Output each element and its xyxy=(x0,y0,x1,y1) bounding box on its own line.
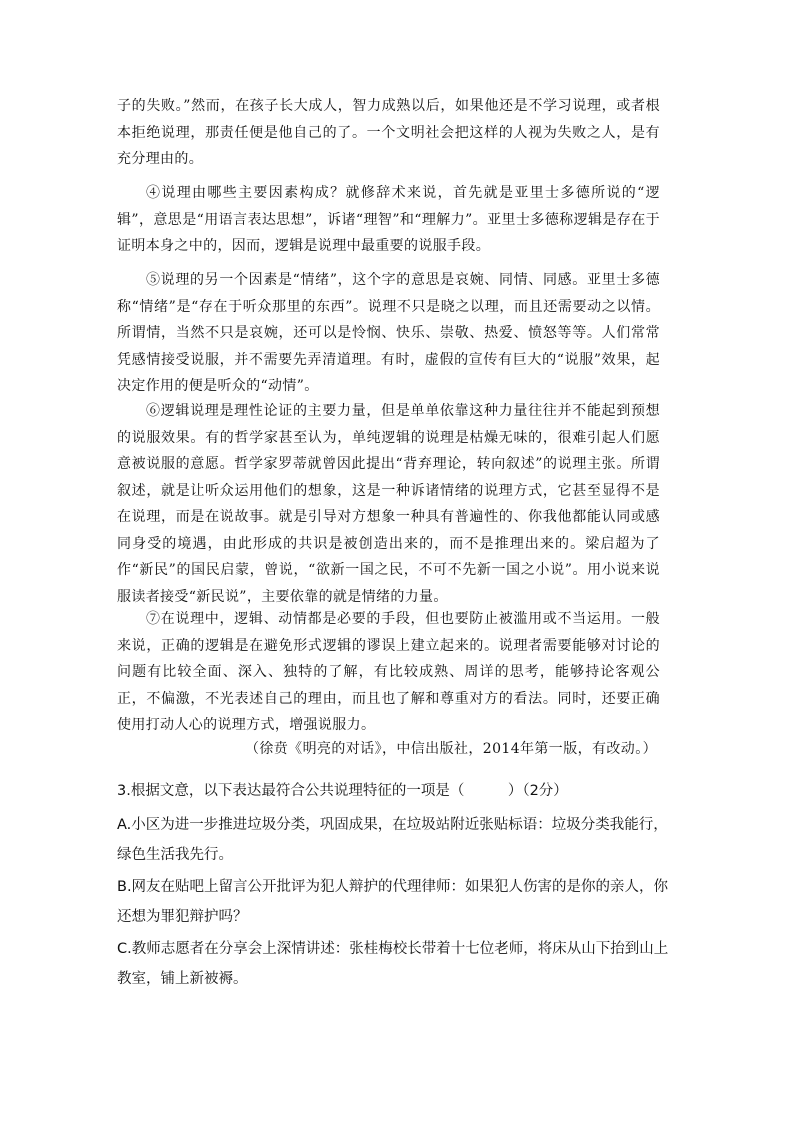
question-3-stem: 3.根据文意，以下表达最符合公共说理特征的一项是（ ）（2分） xyxy=(117,783,568,799)
passage-source-citation: （徐贲《明亮的对话》，中信出版社，2014年第一版，有改动。） xyxy=(244,741,657,757)
passage-paragraph-7: ⑦在说理中，逻辑、动情都是必要的手段，但也要防止被滥用或不当运用。一般来说，正确的逻辑是在避免形式逻辑的谬误上建立起来的。说理者需要能够对讨论的问题有比较全面、深入、独特的了解，有比较成熟、周详的思考，能够持论客观公正，不偏激，不光表述自己的理由，而且也了解和尊重对方的看法。同时，还要正确使用打动人心的说理方式，增强说服力。 xyxy=(117,611,660,733)
passage-paragraph-4: ④说理由哪些主要因素构成？就修辞术来说，首先就是亚里士多德所说的“逻辑”，意思是“用语言表达思想”，诉诸“理智”和“理解力”。亚里士多德称逻辑是存在于证明本身之中的，因而，逻辑是说理中最重要的说服手段。 xyxy=(117,185,660,254)
passage-paragraph-continuation: 子的失败。”然而，在孩子长大成人，智力成熟以后，如果他还是不学习说理，或者根本拒绝说理，那责任便是他自己的了。一个文明社会把这样的人视为失败之人，是有充分理由的。 xyxy=(117,98,660,167)
question-3-option-a: A.小区为进一步推进垃圾分类，巩固成果，在垃圾站附近张贴标语：垃圾分类我能行，绿色生活我先行。 xyxy=(117,817,668,863)
passage-paragraph-6: ⑥逻辑说理是理性论证的主要力量，但是单单依靠这种力量往往并不能起到预想的说服效果。有的哲学家甚至认为，单纯逻辑的说理是枯燥无味的，很难引起人们愿意被说服的意愿。哲学家罗蒂就曾因此提出“背弃理论，转向叙述”的说理主张。所谓叙述，就是让听众运用他们的想象，这是一种诉诸情绪的说理方式，它甚至显得不是在说理，而是在说故事。就是引导对方想象一种具有普遍性的、你我他都能认同或感同身受的境遇，由此形成的共识是被创造出来的，而不是推理出来的。梁启超为了作“新民”的国民启蒙，曾说，“欲新一国之民，不可不先新一国之小说”。用小说来说服读者接受“新民说”，主要依靠的就是情绪的力量。 xyxy=(117,403,660,605)
passage-paragraph-5: ⑤说理的另一个因素是“情绪”，这个字的意思是哀婉、同情、同感。亚里士多德称“情绪”是“存在于听众那里的东西”。说理不只是晓之以理，而且还需要动之以情。所谓情，当然不只是哀婉，还可以是怜悯、快乐、崇敬、热爱、愤怒等等。人们常常凭感情接受说服，并不需要先弄清道理。有时，虚假的宣传有巨大的“说服”效果，起决定作用的便是听众的“动情”。 xyxy=(117,272,660,394)
question-3-option-c: C.教师志愿者在分享会上深情讲述：张桂梅校长带着十七位老师，将床从山下抬到山上教室，铺上新被褥。 xyxy=(117,941,669,987)
question-3-option-b: B.网友在贴吧上留言公开批评为犯人辩护的代理律师：如果犯人伤害的是你的亲人，你还想为罪犯辩护吗？ xyxy=(117,879,669,925)
